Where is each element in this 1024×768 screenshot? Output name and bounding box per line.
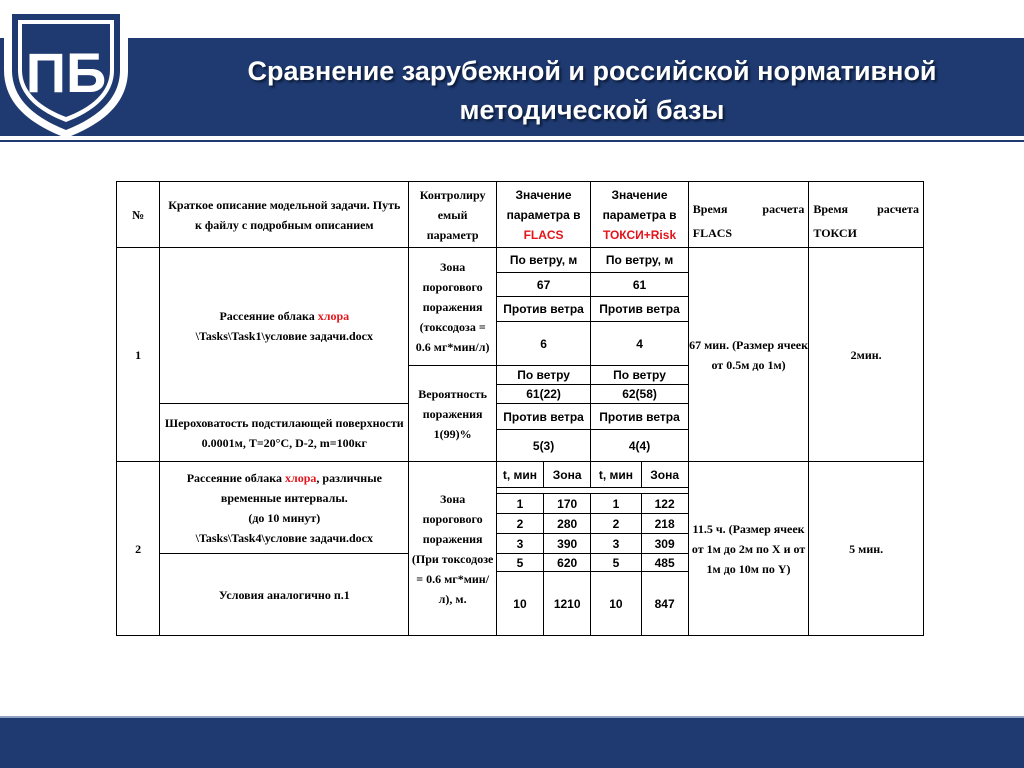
row1-prob-param: Вероятность поражения 1(99)% (409, 366, 496, 462)
row1-flacs-downwind-value: 67 (496, 273, 590, 297)
row2-header (117, 462, 924, 488)
logo-letters: ПБ (25, 41, 107, 104)
row1-toksi-upwind-label: Против ветра (591, 297, 688, 322)
row1-toksi-upwind2-value: 4(4) (591, 430, 688, 462)
row1-num: 1 (117, 248, 160, 462)
row1-desc-text: Рассеяние облака (219, 308, 318, 323)
row2-flacs-zone: 1210 (544, 572, 591, 636)
comparison-table (116, 181, 924, 636)
toksi-header-name: ТОКСИ+Risk (602, 227, 677, 242)
row2-time-toksi: 5 мин. (809, 462, 924, 636)
col-toksi-header (591, 182, 688, 248)
title-line-2: методической базы (459, 95, 725, 125)
row2-time-flacs: 11.5 ч. (Размер ячеек от 1м до 2м по X и от 1м до 10м по Y) (688, 462, 809, 636)
row2-desc-sub: (до 10 минут) (248, 510, 321, 525)
row1-time-toksi: 2мин. (809, 248, 924, 462)
row2-flacs-zone: 170 (544, 494, 591, 514)
row2-num: 2 (117, 462, 160, 636)
row2-toksi-zone: 847 (641, 572, 688, 636)
row2-toksi-t: 5 (591, 554, 641, 572)
row1-flacs-downwind2-label: По ветру (496, 366, 590, 385)
page-title (160, 52, 1024, 130)
row2-toksi-zone: 485 (641, 554, 688, 572)
logo-shield-icon (0, 0, 132, 140)
row1-flacs-upwind-value: 6 (496, 322, 590, 366)
row2-file-path: \Tasks\Task4\условие задачи.docx (195, 530, 373, 545)
row1-file-path: \Tasks\Task1\условие задачи.docx (195, 328, 373, 343)
col-desc-header: Краткое описание модельной задачи. Путь к файлу с подробным описанием (160, 182, 409, 248)
col-param-header: Контролиру емый параметр (409, 182, 496, 248)
col-flacs-header (496, 182, 590, 248)
row2-toksi-zone: 218 (641, 514, 688, 534)
col-time-flacs-header (688, 182, 809, 248)
row1-toksi-downwind2-label: По ветру (591, 366, 688, 385)
row2-desc-2: Условия аналогично п.1 (160, 554, 409, 636)
title-line-1: Сравнение зарубежной и российской нормативной (247, 56, 937, 86)
row1-desc-substance: хлора (317, 308, 350, 323)
row2-param: Зона порогового поражения (При токсодозе = 0.6 мг*мин/л), м. (409, 462, 496, 636)
row1-roughness: Шероховатость подстилающей поверхности 0.0001м, T=20°C, D-2, m=100кг (160, 404, 409, 462)
row2-desc (160, 462, 409, 554)
toksi-header-text: Значение параметра в (602, 187, 677, 222)
flacs-header-name: FLACS (523, 227, 564, 242)
row1-flacs-downwind-label: По ветру, м (496, 248, 590, 273)
row2-desc-text: Рассеяние облака (186, 470, 285, 485)
row2-flacs-t-header: t, мин (496, 462, 543, 488)
row1-toksi-downwind-label: По ветру, м (591, 248, 688, 273)
row1-desc (160, 248, 409, 404)
row2-flacs-t: 5 (496, 554, 543, 572)
time-flacs-header-name: FLACS (692, 226, 733, 240)
col-num-header: № (117, 182, 160, 248)
row2-toksi-t: 1 (591, 494, 641, 514)
row1-flacs-upwind2-value: 5(3) (496, 430, 590, 462)
time-flacs-header-text: Время расчета (692, 202, 805, 216)
row2-flacs-t: 3 (496, 534, 543, 554)
row2-toksi-zone-header: Зона (641, 462, 688, 488)
row1-toksi-upwind-value: 4 (591, 322, 688, 366)
row1-toksi-upwind2-label: Против ветра (591, 404, 688, 430)
row1-downwind (117, 248, 924, 273)
row1-flacs-upwind-label: Против ветра (496, 297, 590, 322)
row2-flacs-zone: 280 (544, 514, 591, 534)
row2-toksi-t: 10 (591, 572, 641, 636)
footer-band (0, 718, 1024, 768)
row2-flacs-t: 2 (496, 514, 543, 534)
row2-flacs-zone: 390 (544, 534, 591, 554)
row2-toksi-t-header: t, мин (591, 462, 641, 488)
row1-zone-param: Зона порогового поражения (токсодоза = 0.6 мг*мин/л) (409, 248, 496, 366)
flacs-header-text: Значение параметра в (506, 187, 581, 222)
row1-toksi-downwind-value: 61 (591, 273, 688, 297)
row2-desc-text-2: , различные временные интервалы. (220, 470, 382, 505)
header-row (117, 182, 924, 248)
row1-time-flacs: 67 мин. (Размер ячеек от 0.5м до 1м) (688, 248, 809, 462)
row1-flacs-downwind2-value: 61(22) (496, 385, 590, 404)
row2-toksi-t: 2 (591, 514, 641, 534)
row2-toksi-t: 3 (591, 534, 641, 554)
row2-flacs-t: 1 (496, 494, 543, 514)
time-toksi-header-name: ТОКСИ (813, 226, 857, 240)
row2-desc-substance: хлора (284, 470, 317, 485)
row2-toksi-zone: 122 (641, 494, 688, 514)
row2-flacs-zone: 620 (544, 554, 591, 572)
row2-flacs-t: 10 (496, 572, 543, 636)
row2-toksi-zone: 309 (641, 534, 688, 554)
col-time-toksi-header (809, 182, 924, 248)
header-stripe-dark (0, 140, 1024, 142)
row2-flacs-zone-header: Зона (544, 462, 591, 488)
row1-toksi-downwind2-value: 62(58) (591, 385, 688, 404)
row1-flacs-upwind2-label: Против ветра (496, 404, 590, 430)
time-toksi-header-text: Время расчета (813, 202, 919, 216)
